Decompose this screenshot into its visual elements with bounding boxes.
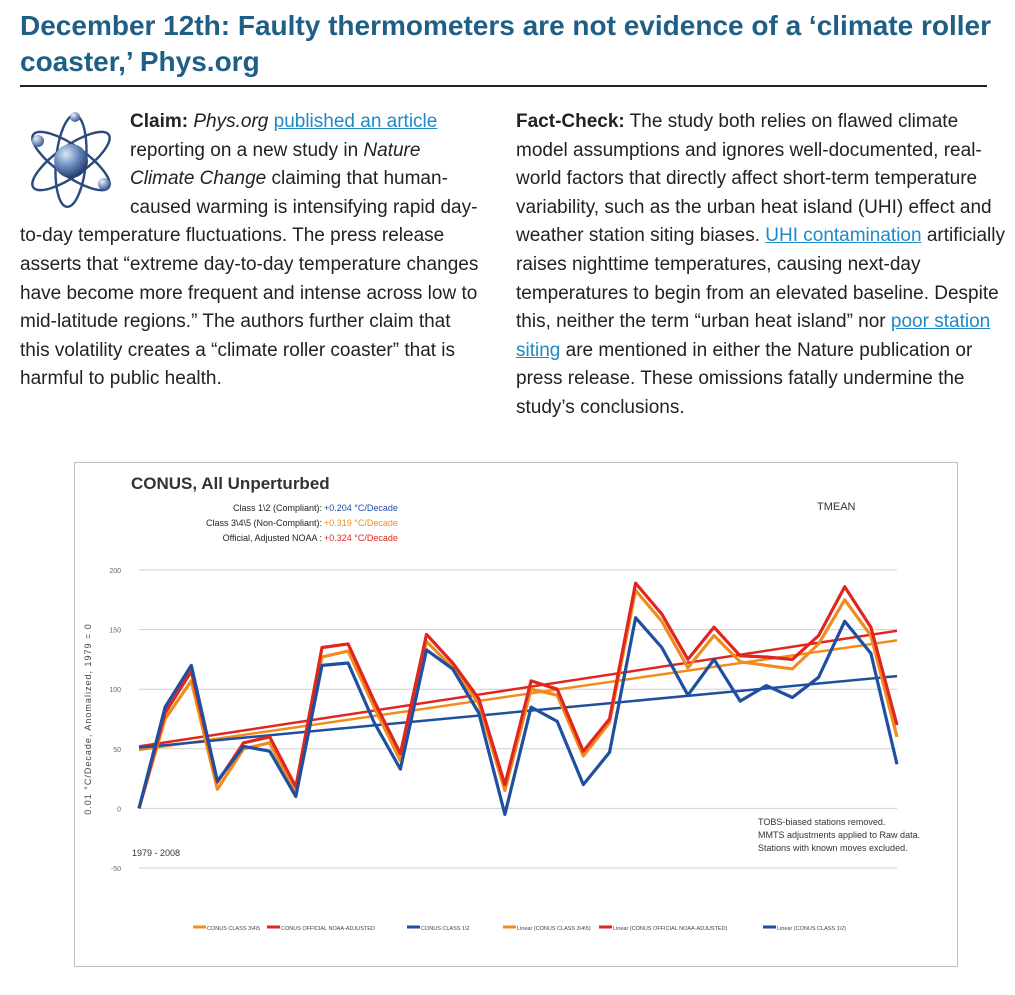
subtitle-value: +0.204 °C/Decade — [324, 503, 398, 513]
poor-station-siting-link[interactable]: poor station siting — [516, 311, 991, 361]
fact-check-label: Fact-Check: — [516, 111, 625, 132]
chart-note: MMTS adjustments applied to Raw data. — [758, 830, 921, 840]
temperature-chart — [74, 462, 958, 967]
y-tick-label: 200 — [109, 568, 121, 575]
y-tick-label: -50 — [110, 866, 121, 873]
article-title: December 12th: Faulty thermometers are not evidence of a ‘climate roller coaster,’ Phys.org — [20, 10, 992, 77]
atom-icon — [16, 108, 126, 214]
chart-title: CONUS, All Unperturbed — [131, 474, 330, 493]
subtitle-value: +0.319 °C/Decade — [324, 518, 398, 528]
legend-label: Linear (CONUS OFFICIAL NOAA-ADJUSTED) — [613, 926, 728, 932]
y-tick-label: 100 — [109, 687, 121, 695]
y-axis-label: 0.01 °C/Decade, Anomalized, 1979 = 0 — [83, 623, 93, 815]
fact-check-text-3: are mentioned in either the Nature publication or press release. These omissions fatally undermine the study’s conclusions. — [516, 339, 973, 418]
fact-check-text-1: The study both relies on flawed climate model assumptions and ignores well-documented, real-world factors that directly affect short-term temperature variability, such as the urban heat island (UHI) effect and weather station siting biases. — [516, 111, 992, 247]
claim-journal: Nature Climate Change — [130, 139, 421, 190]
subtitle-value: +0.324 °C/Decade — [324, 533, 398, 543]
published-article-link[interactable]: published an article — [273, 111, 438, 132]
legend-label: CONUS CLASS 1\2 — [421, 926, 470, 932]
tmean-label: TMEAN — [817, 501, 856, 513]
uhi-contamination-link[interactable]: UHI contamination — [765, 225, 922, 247]
series-line — [139, 590, 897, 808]
claim-source: Phys.org — [193, 111, 269, 132]
y-tick-label: 0 — [117, 806, 121, 814]
subtitle-label: Class 1\2 (Compliant): — [232, 503, 322, 513]
title-divider — [20, 85, 987, 87]
fact-check-text-2: artificially raises nighttime temperatures, causing next-day temperatures to begin from an elevated baseline. Despite this, neither the term “urban heat island” nor — [516, 225, 1005, 333]
subtitle-label: Class 3\4\5 (Non-Compliant): — [205, 518, 322, 528]
legend-label: CONUS CLASS 3\4\5 — [207, 926, 261, 932]
chart-note: Stations with known moves excluded. — [758, 843, 908, 853]
chart-canvas — [75, 463, 957, 966]
claim-label: Claim: — [130, 111, 189, 132]
period-label: 1979 - 2008 — [132, 848, 181, 858]
y-tick-label: 50 — [113, 746, 121, 754]
chart-note: TOBS-biased stations removed. — [758, 817, 886, 827]
claim-text-2: claiming that human-caused warming is intensifying rapid day-to-day temperature fluctuations. The press release asserts that “extreme day-to-day temperature changes have become more frequent and intense across low to mid-latitude regions.” The authors further claim that this volatility creates a “climate roller coaster” that is harmful to public health. — [20, 168, 479, 390]
legend-label: CONUS OFFICIAL NOAA-ADJUSTED — [281, 926, 375, 932]
claim-section — [20, 108, 480, 394]
claim-text-1: reporting on a new study in — [130, 139, 364, 161]
legend-label: Linear (CONUS CLASS 1\2) — [777, 926, 847, 932]
subtitle-label: Official, Adjusted NOAA : — [222, 533, 322, 543]
fact-check-section — [516, 108, 1006, 423]
legend-label: Linear (CONUS CLASS 3\4\5) — [517, 926, 591, 932]
y-tick-label: 150 — [109, 627, 121, 635]
